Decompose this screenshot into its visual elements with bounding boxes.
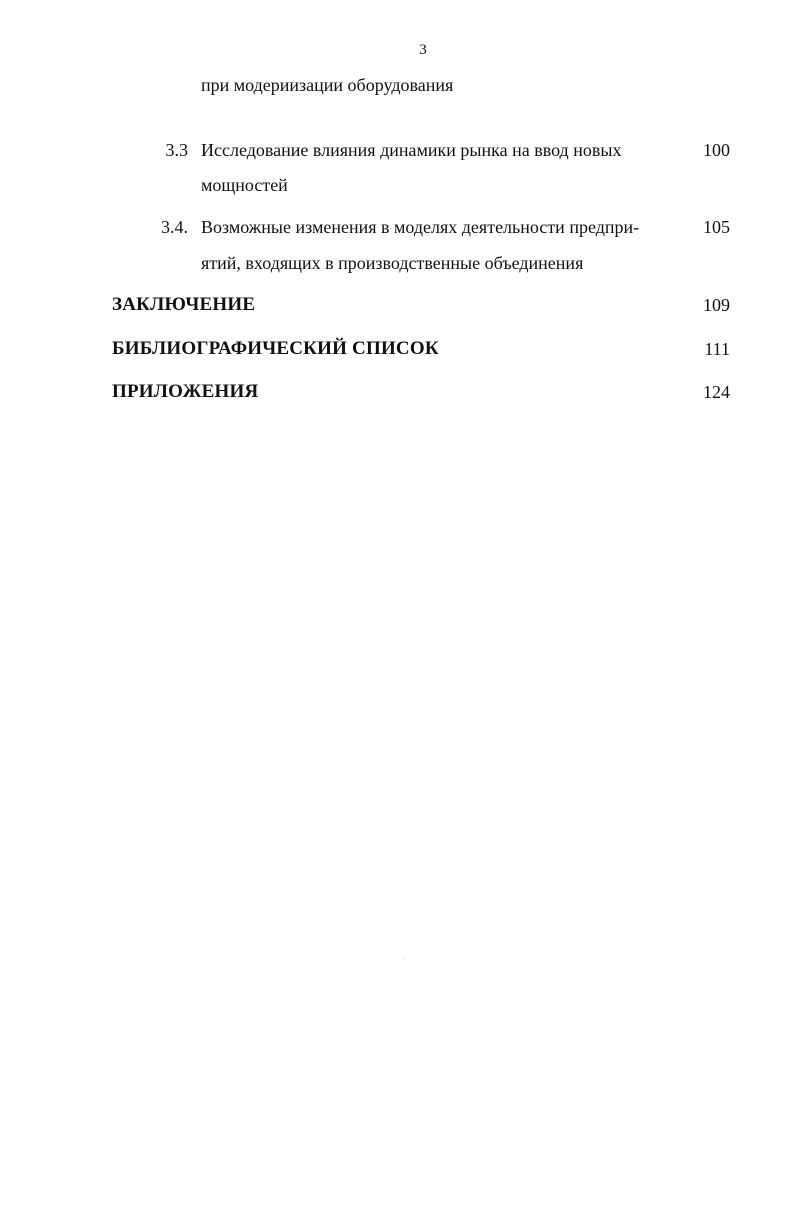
toc-section-title: БИБЛИОГРАФИЧЕСКИЙ СПИСОК xyxy=(112,338,439,359)
toc-continuation-line: при модериизации оборудования xyxy=(201,75,454,95)
toc-entry-page: 105 xyxy=(703,217,730,237)
toc-entry-3-4 xyxy=(0,216,794,296)
toc-entry-title-line-1: Исследование влияния динамики рынка на ввод новых xyxy=(201,140,622,160)
toc-entry-3-3 xyxy=(0,139,794,219)
toc-entry-number: 3.3 xyxy=(165,140,188,160)
toc-entry-title-line-2: мощностей xyxy=(201,175,288,195)
toc-section-page: 124 xyxy=(703,382,730,402)
toc-section-conclusion xyxy=(0,293,794,319)
toc-section-title: ЗАКЛЮЧЕНИЕ xyxy=(112,294,256,315)
toc-entry-number: 3.4. xyxy=(161,217,188,237)
toc-entry-title-line-1: Возможные изменения в моделях деятельности предпри- xyxy=(201,217,640,237)
toc-section-title: ПРИЛОЖЕНИЯ xyxy=(112,381,259,402)
scan-speck xyxy=(404,958,406,959)
toc-section-appendices xyxy=(0,380,794,406)
toc-entry-title-line-2: ятий, входящих в производственные объединения xyxy=(201,253,584,273)
toc-section-page: 109 xyxy=(703,295,730,315)
toc-section-page: 111 xyxy=(704,339,730,359)
page-number: 3 xyxy=(419,42,427,58)
toc-entry-page: 100 xyxy=(703,140,730,160)
toc-section-bibliography xyxy=(0,337,794,363)
